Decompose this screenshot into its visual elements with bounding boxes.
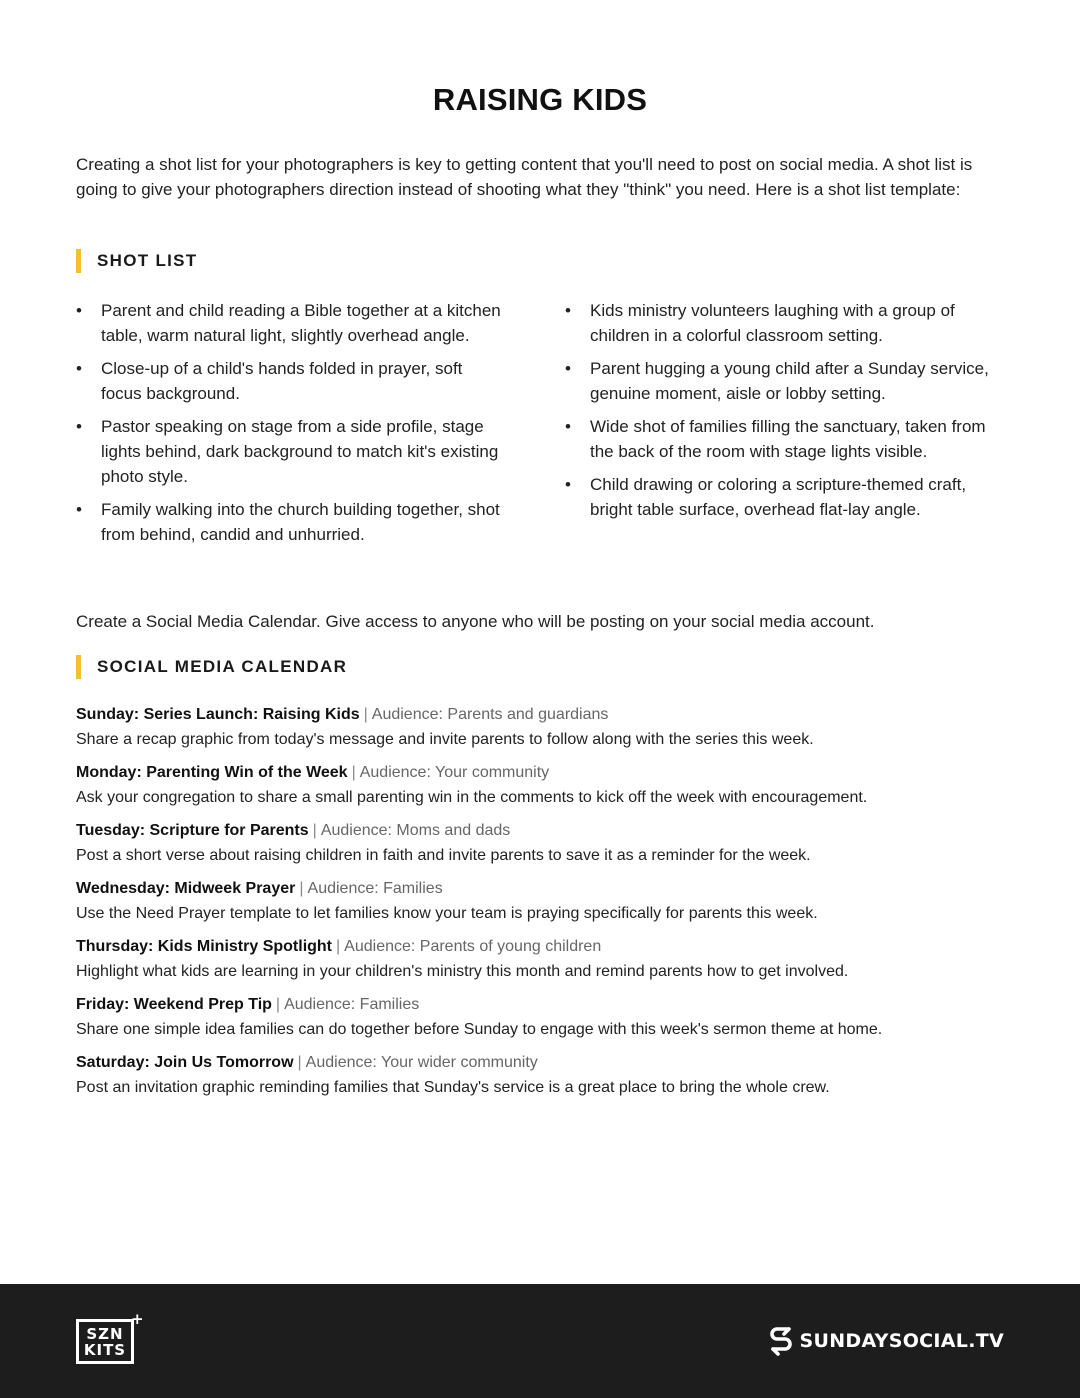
szn-kits-logo-box [76, 1319, 134, 1364]
calendar-day-tuesday [76, 818, 1026, 868]
list-item: • Child drawing or coloring a scripture-themed craft, bright table surface, overhead flat-lay angle. [565, 472, 1010, 522]
day-audience: Audience: Families [307, 880, 443, 897]
day-description: Post an invitation graphic reminding families that Sunday's service is a great place to bring the whole crew. [76, 1079, 830, 1096]
list-item: • Parent and child reading a Bible together at a kitchen table, warm natural light, slightly overhead angle. [76, 298, 506, 348]
list-item: • Pastor speaking on stage from a side profile, stage lights behind, dark background to match kit's existing photo style. [76, 414, 506, 489]
list-item: • Wide shot of families filling the sanctuary, taken from the back of the room with stage lights visible. [565, 414, 1010, 464]
day-title: Sunday: Series Launch: Raising Kids [76, 706, 360, 723]
calendar-heading [76, 655, 347, 679]
day-audience: Audience: Your wider community [305, 1054, 538, 1071]
day-title: Friday: Weekend Prep Tip [76, 996, 272, 1013]
day-audience: Audience: Parents of young children [344, 938, 602, 955]
separator: | [299, 880, 304, 897]
sunday-social-logo-text: SUNDAYSOCIAL.TV [799, 1330, 1004, 1352]
shot-list-heading [76, 249, 197, 273]
day-description: Highlight what kids are learning in your children's ministry this month and remind parents how to get involved. [76, 963, 849, 980]
day-description: Ask your congregation to share a small parenting win in the comments to kick off the week with encouragement. [76, 789, 868, 806]
day-audience: Audience: Families [284, 996, 420, 1013]
sunday-social-s-icon [768, 1325, 794, 1357]
list-item: • Kids ministry volunteers laughing with a group of children in a colorful classroom setting. [565, 298, 1010, 348]
shot-list-heading-label: SHOT LIST [97, 251, 198, 270]
separator: | [336, 938, 341, 955]
shot-list-right-column [565, 298, 1010, 530]
page-title: RAISING KIDS [432, 82, 648, 117]
calendar-day-saturday [76, 1050, 1026, 1100]
day-title: Tuesday: Scripture for Parents [76, 822, 309, 839]
social-media-calendar [76, 702, 1026, 1108]
heading-accent-bar [76, 655, 81, 679]
day-description: Use the Need Prayer template to let families know your team is praying specifically for parents this week. [76, 905, 818, 922]
szn-kits-logo [76, 1310, 144, 1366]
footer-bar [0, 1284, 1080, 1398]
sunday-social-logo [768, 1324, 1004, 1358]
separator: | [363, 706, 368, 723]
calendar-day-wednesday [76, 876, 1026, 926]
separator: | [297, 1054, 302, 1071]
day-title: Saturday: Join Us Tomorrow [76, 1054, 294, 1071]
calendar-day-monday [76, 760, 1026, 810]
list-item: • Close-up of a child's hands folded in prayer, soft focus background. [76, 356, 506, 406]
day-title: Monday: Parenting Win of the Week [76, 764, 348, 781]
day-description: Post a short verse about raising children in faith and invite parents to save it as a reminder for the week. [76, 847, 811, 864]
calendar-intro-paragraph: Create a Social Media Calendar. Give access to anyone who will be posting on your social media account. [76, 612, 875, 631]
calendar-day-thursday [76, 934, 1026, 984]
day-audience: Audience: Moms and dads [320, 822, 511, 839]
separator: | [351, 764, 356, 781]
list-item: • Parent hugging a young child after a Sunday service, genuine moment, aisle or lobby setting. [565, 356, 1010, 406]
intro-paragraph: Creating a shot list for your photographers is key to getting content that you'll need to post on social media. A shot list is going to give your photographers direction instead of shooting what they "think" you need. Here is a shot list template: [76, 155, 973, 199]
day-title: Thursday: Kids Ministry Spotlight [76, 938, 333, 955]
calendar-heading-label: SOCIAL MEDIA CALENDAR [97, 657, 348, 676]
logo-text-line-1: SZN [86, 1325, 124, 1343]
shot-list-left-column [76, 298, 506, 555]
day-title: Wednesday: Midweek Prayer [76, 880, 296, 897]
heading-accent-bar [76, 249, 81, 273]
calendar-day-sunday [76, 702, 1026, 752]
list-item: • Family walking into the church building together, shot from behind, candid and unhurried. [76, 497, 506, 547]
day-audience: Audience: Parents and guardians [371, 706, 609, 723]
plus-icon: + [131, 1310, 144, 1328]
day-audience: Audience: Your community [359, 764, 550, 781]
separator: | [275, 996, 281, 1013]
day-description: Share a recap graphic from today's message and invite parents to follow along with the series this week. [76, 731, 814, 748]
separator: | [312, 822, 317, 839]
logo-text-line-2: KITS [83, 1341, 127, 1359]
day-description: Share one simple idea families can do together before Sunday to engage with this week's sermon theme at home. [76, 1021, 883, 1038]
calendar-day-friday [76, 992, 1026, 1042]
